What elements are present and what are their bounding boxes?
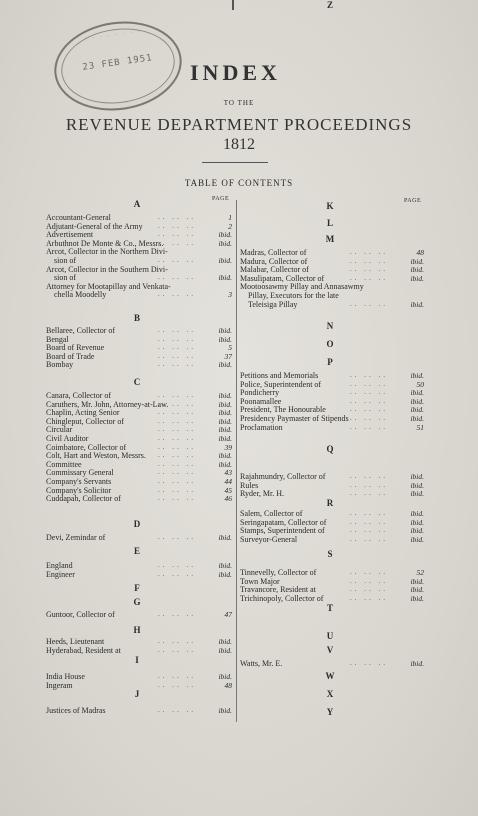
page-number: ibid. [218,399,232,409]
page-number: ibid. [218,391,232,400]
page-number: ibid. [218,451,232,461]
leader-dots: .. .. .. [350,273,388,282]
leader-dots: .. .. .. [158,230,196,239]
index-entry: Commissary General [46,468,114,478]
leader-dots: .. .. .. [158,238,196,247]
leader-dots: .. .. .. [158,290,196,299]
section-letter-t: T [326,603,333,613]
index-title: INDEX [190,60,281,85]
page-number: ibid. [218,238,232,248]
index-entry: Caruthers, Mr. John, Attorney-at-Law. [46,399,169,409]
leader-dots: .. .. .. [158,326,196,334]
page-column-label-right: PAGE [404,198,422,204]
page-number: ibid. [410,593,424,603]
section-letter-d: D [133,519,141,529]
index-entry: Presidency Paymaster of Stipends [240,414,349,423]
index-entry: Salem, Collector of [240,509,303,518]
page-number: 46 [224,494,232,504]
page-number: ibid. [410,414,424,423]
page-number: ibid. [410,396,424,406]
index-entry: Police, Superintendent of [240,379,322,389]
index-entry: Pondicherry [240,388,280,398]
page-number: ibid. [218,533,232,542]
section-letter-h: H [133,625,141,635]
index-entry: Guntoor, Collector of [46,610,115,619]
section-letter-m: M [325,234,335,244]
table-of-contents-heading: TABLE OF CONTENTS [184,178,294,188]
section-letter-y: Y [326,707,334,717]
leader-dots: .. .. .. [350,526,388,535]
index-entry: Travancore, Resident at [240,585,316,595]
stamp-date: 23 FEB 1951 [81,53,154,73]
leader-dots: .. .. .. [350,585,388,594]
page-number: 43 [224,468,232,478]
section-letter-n: N [326,321,334,331]
leader-dots: .. .. .. [350,405,388,414]
index-entry: Madras, Collector of [240,248,307,257]
index-entry: Teleisiga Pillay [248,299,298,309]
document-year: 1812 [223,136,255,153]
leader-dots: .. .. .. [350,534,388,543]
leader-dots: .. .. .. [158,434,196,442]
index-entry: Coimbatore, Collector of [46,442,127,452]
index-entry: Justices of Madras [46,706,106,715]
index-entry: Surveyor-General [240,534,298,544]
section-letter-w: W [325,671,335,681]
page-number: ibid. [410,534,424,544]
section-letter-j: J [134,689,140,699]
page-number: 37 [224,351,232,361]
leader-dots: .. .. .. [158,399,196,408]
leader-dots: .. .. .. [158,213,196,221]
page-number: ibid. [218,672,232,681]
index-entry: Chingleput, Collector of [46,416,124,426]
leader-dots: .. .. .. [158,468,196,477]
leader-dots: .. .. .. [350,379,388,388]
index-entry: Cuddapah, Collector of [46,494,121,504]
index-entry: chella Moodelly [54,290,107,300]
index-entry: Civil Auditor [46,434,89,443]
leader-dots: .. .. .. [158,408,196,417]
page-number: ibid. [410,388,424,398]
leader-dots: .. .. .. [350,472,388,480]
leader-dots: .. .. .. [158,360,196,369]
page-column-label-left: PAGE [212,196,230,202]
leader-dots: .. .. .. [350,480,388,489]
section-letter-e: E [133,546,140,556]
section-letter-s: S [327,549,333,559]
index-entry: Arcot, Collector in the Southern Divi- [46,264,168,274]
page-number: ibid. [218,360,232,370]
section-letter-z: Z [326,0,333,10]
page-number: 48 [224,680,232,690]
leader-dots: .. .. .. [158,610,196,618]
page-number: ibid. [218,425,232,435]
index-entry: Ryder, Mr. H. [240,489,285,499]
page-number: ibid. [218,408,232,418]
leader-dots: .. .. .. [158,256,196,264]
section-letter-l: L [326,218,333,228]
index-entry: Company's Solicitor [46,485,112,495]
index-entry: Attorney for Mootapillay and Venkata- [46,281,171,291]
page-number: ibid. [218,326,232,335]
leader-dots: .. .. .. [350,509,388,517]
index-entry: sion of [54,273,76,283]
index-entry: Seringapatam, Collector of [240,517,327,527]
index-entry: Trichinopoly, Collector of [240,593,324,603]
section-letter-u: U [326,631,334,641]
page-number: 48 [416,248,424,257]
index-entry: Watts, Mr. E. [240,659,283,668]
page-number: ibid. [218,459,232,469]
leader-dots: .. .. .. [350,659,388,667]
index-entry: President, The Honourable [240,405,326,415]
index-entry: Poonamallee [240,396,282,406]
column-divider [236,200,237,722]
leader-dots: .. .. .. [158,459,196,468]
index-entry: Ingeram [46,680,73,690]
page-number: 3 [228,290,232,300]
leader-dots: .. .. .. [350,517,388,526]
index-entry: Mootoosawmy Pillay and Annasawmy [240,282,364,292]
leader-dots: .. .. .. [158,221,196,230]
page-number: 51 [416,422,424,432]
index-entry: Canara, Collector of [46,391,112,400]
index-entry: Proclamation [240,422,283,432]
index-entry: Engineer [46,569,75,579]
leader-dots: .. .. .. [158,343,196,352]
page-number: 47 [224,610,232,619]
leader-dots: .. .. .. [158,425,196,434]
index-entry: Rajahmundry, Collector of [240,472,326,481]
index-entry: Town Major [240,576,280,586]
index-entry: Bengal [46,334,69,344]
page-number: ibid. [218,637,232,646]
leader-dots: .. .. .. [158,645,196,654]
leader-dots: .. .. .. [158,680,196,689]
index-entry: Devi, Zemindar of [46,533,106,542]
page-number: 5 [228,343,232,353]
section-letter-r: R [326,498,334,508]
index-entry: Malabar, Collector of [240,265,309,275]
page-number: ibid. [218,569,232,579]
to-the-line: TO THE [223,99,255,107]
index-entry: Advertisement [46,230,94,240]
page-number: ibid. [410,256,424,266]
index-entry: Madura, Collector of [240,256,308,266]
leader-dots: .. .. .. [158,334,196,343]
leader-dots: .. .. .. [158,672,196,680]
page-number: ibid. [410,659,424,668]
leader-dots: .. .. .. [158,391,196,399]
leader-dots: .. .. .. [350,248,388,256]
page-number: ibid. [218,706,232,715]
section-letter-b: B [133,313,140,323]
leader-dots: .. .. .. [158,351,196,360]
page-number: ibid. [410,371,424,380]
section-letter-c: C [133,377,141,387]
leader-dots: .. .. .. [158,494,196,503]
index-entry: Masulipatam, Collector of [240,273,325,283]
section-letter-v: V [326,645,334,655]
leader-dots: .. .. .. [158,561,196,569]
leader-dots: .. .. .. [158,637,196,645]
page-number: ibid. [218,273,232,283]
page-number: 45 [224,485,232,495]
index-entry: Chaplin, Acting Senior [46,408,120,418]
leader-dots: .. .. .. [350,576,388,585]
stamp-ring: · · · · · · · · [84,28,143,43]
page-number: ibid. [218,256,232,265]
page-number: ibid. [218,230,232,240]
page-number: ibid. [410,585,424,595]
leader-dots: .. .. .. [350,568,388,576]
index-entry: England [46,561,73,570]
page-number: 39 [224,442,232,452]
section-letter-k: K [326,201,334,211]
leader-dots: .. .. .. [158,477,196,485]
page-number: 44 [224,477,232,486]
leader-dots: .. .. .. [350,489,388,498]
section-letter-q: Q [326,444,334,454]
document-subtitle: REVENUE DEPARTMENT PROCEEDINGS [65,115,413,134]
leader-dots: .. .. .. [350,396,388,405]
index-entry: Stamps, Superintendent of [240,526,325,536]
index-entry: Board of Revenue [46,343,105,353]
index-entry: Tinnevelly, Collector of [240,568,317,577]
page-number: ibid. [410,489,424,499]
index-entry: Bombay [46,360,74,370]
leader-dots: .. .. .. [350,371,388,379]
section-letter-x: X [326,689,334,699]
page-number: ibid. [218,645,232,655]
section-letter-a: A [133,199,141,209]
section-letter-i: I [135,655,139,665]
index-entry: Arbuthnot De Monte & Co., Messrs. [46,238,164,248]
page-number: ibid. [218,434,232,443]
page-number: ibid. [218,334,232,344]
index-entry: Bellaree, Collector of [46,326,116,335]
page-number: 1 [228,213,232,222]
page-number: ibid. [218,416,232,426]
page-number: 50 [416,379,424,389]
index-entry: India House [46,672,85,681]
index-entry: Company's Servants [46,477,112,486]
page-number: 52 [416,568,424,577]
index-entry: Heeds, Lieutenant [46,637,105,646]
leader-dots: .. .. .. [158,451,196,460]
page-number: ibid. [410,517,424,527]
page-number: ibid. [410,472,424,481]
section-letter-p: P [327,357,333,367]
index-entry: Pillay, Executors for the late [248,291,339,300]
leader-dots: .. .. .. [158,485,196,494]
index-entry: Rules [240,480,259,490]
index-entry: Arcot, Collector in the Northern Divi- [46,247,168,257]
index-entry: Accountant-General [46,213,111,222]
leader-dots: .. .. .. [158,442,196,451]
page-number: ibid. [410,265,424,275]
leader-dots: .. .. .. [350,265,388,274]
leader-dots: .. .. .. [158,416,196,425]
leader-dots: .. .. .. [158,706,196,714]
index-entry: Circular [46,425,73,435]
index-entry: Adjutant-General of the Army [46,221,143,231]
page-number: ibid. [218,561,232,570]
index-entry: sion of [54,256,76,265]
leader-dots: .. .. .. [350,414,388,422]
leader-dots: .. .. .. [350,422,388,431]
page-number: 2 [228,221,232,231]
index-entry: Colt, Hart and Weston, Messrs. [46,451,146,461]
page-number: ibid. [410,526,424,536]
page-number: ibid. [410,480,424,490]
leader-dots: .. .. .. [158,569,196,578]
section-letter-f: F [134,583,140,593]
leader-dots: .. .. .. [158,533,196,541]
section-letter-o: O [326,339,334,349]
index-entry: Board of Trade [46,351,95,361]
index-entry: Petitions and Memorials [240,371,319,380]
leader-dots: .. .. .. [158,273,196,282]
index-entry: Hyderabad, Resident at [46,645,121,655]
leader-dots: .. .. .. [350,256,388,265]
page-mark [232,0,234,10]
page-number: ibid. [410,273,424,283]
leader-dots: .. .. .. [350,299,388,308]
title-rule [202,162,268,163]
page-number: ibid. [410,576,424,586]
section-letter-g: G [133,597,141,607]
page-number: ibid. [410,405,424,415]
page-number: ibid. [410,299,424,309]
page-number: ibid. [410,509,424,518]
leader-dots: .. .. .. [350,388,388,397]
index-entry: Committee [46,459,82,469]
leader-dots: .. .. .. [350,593,388,602]
